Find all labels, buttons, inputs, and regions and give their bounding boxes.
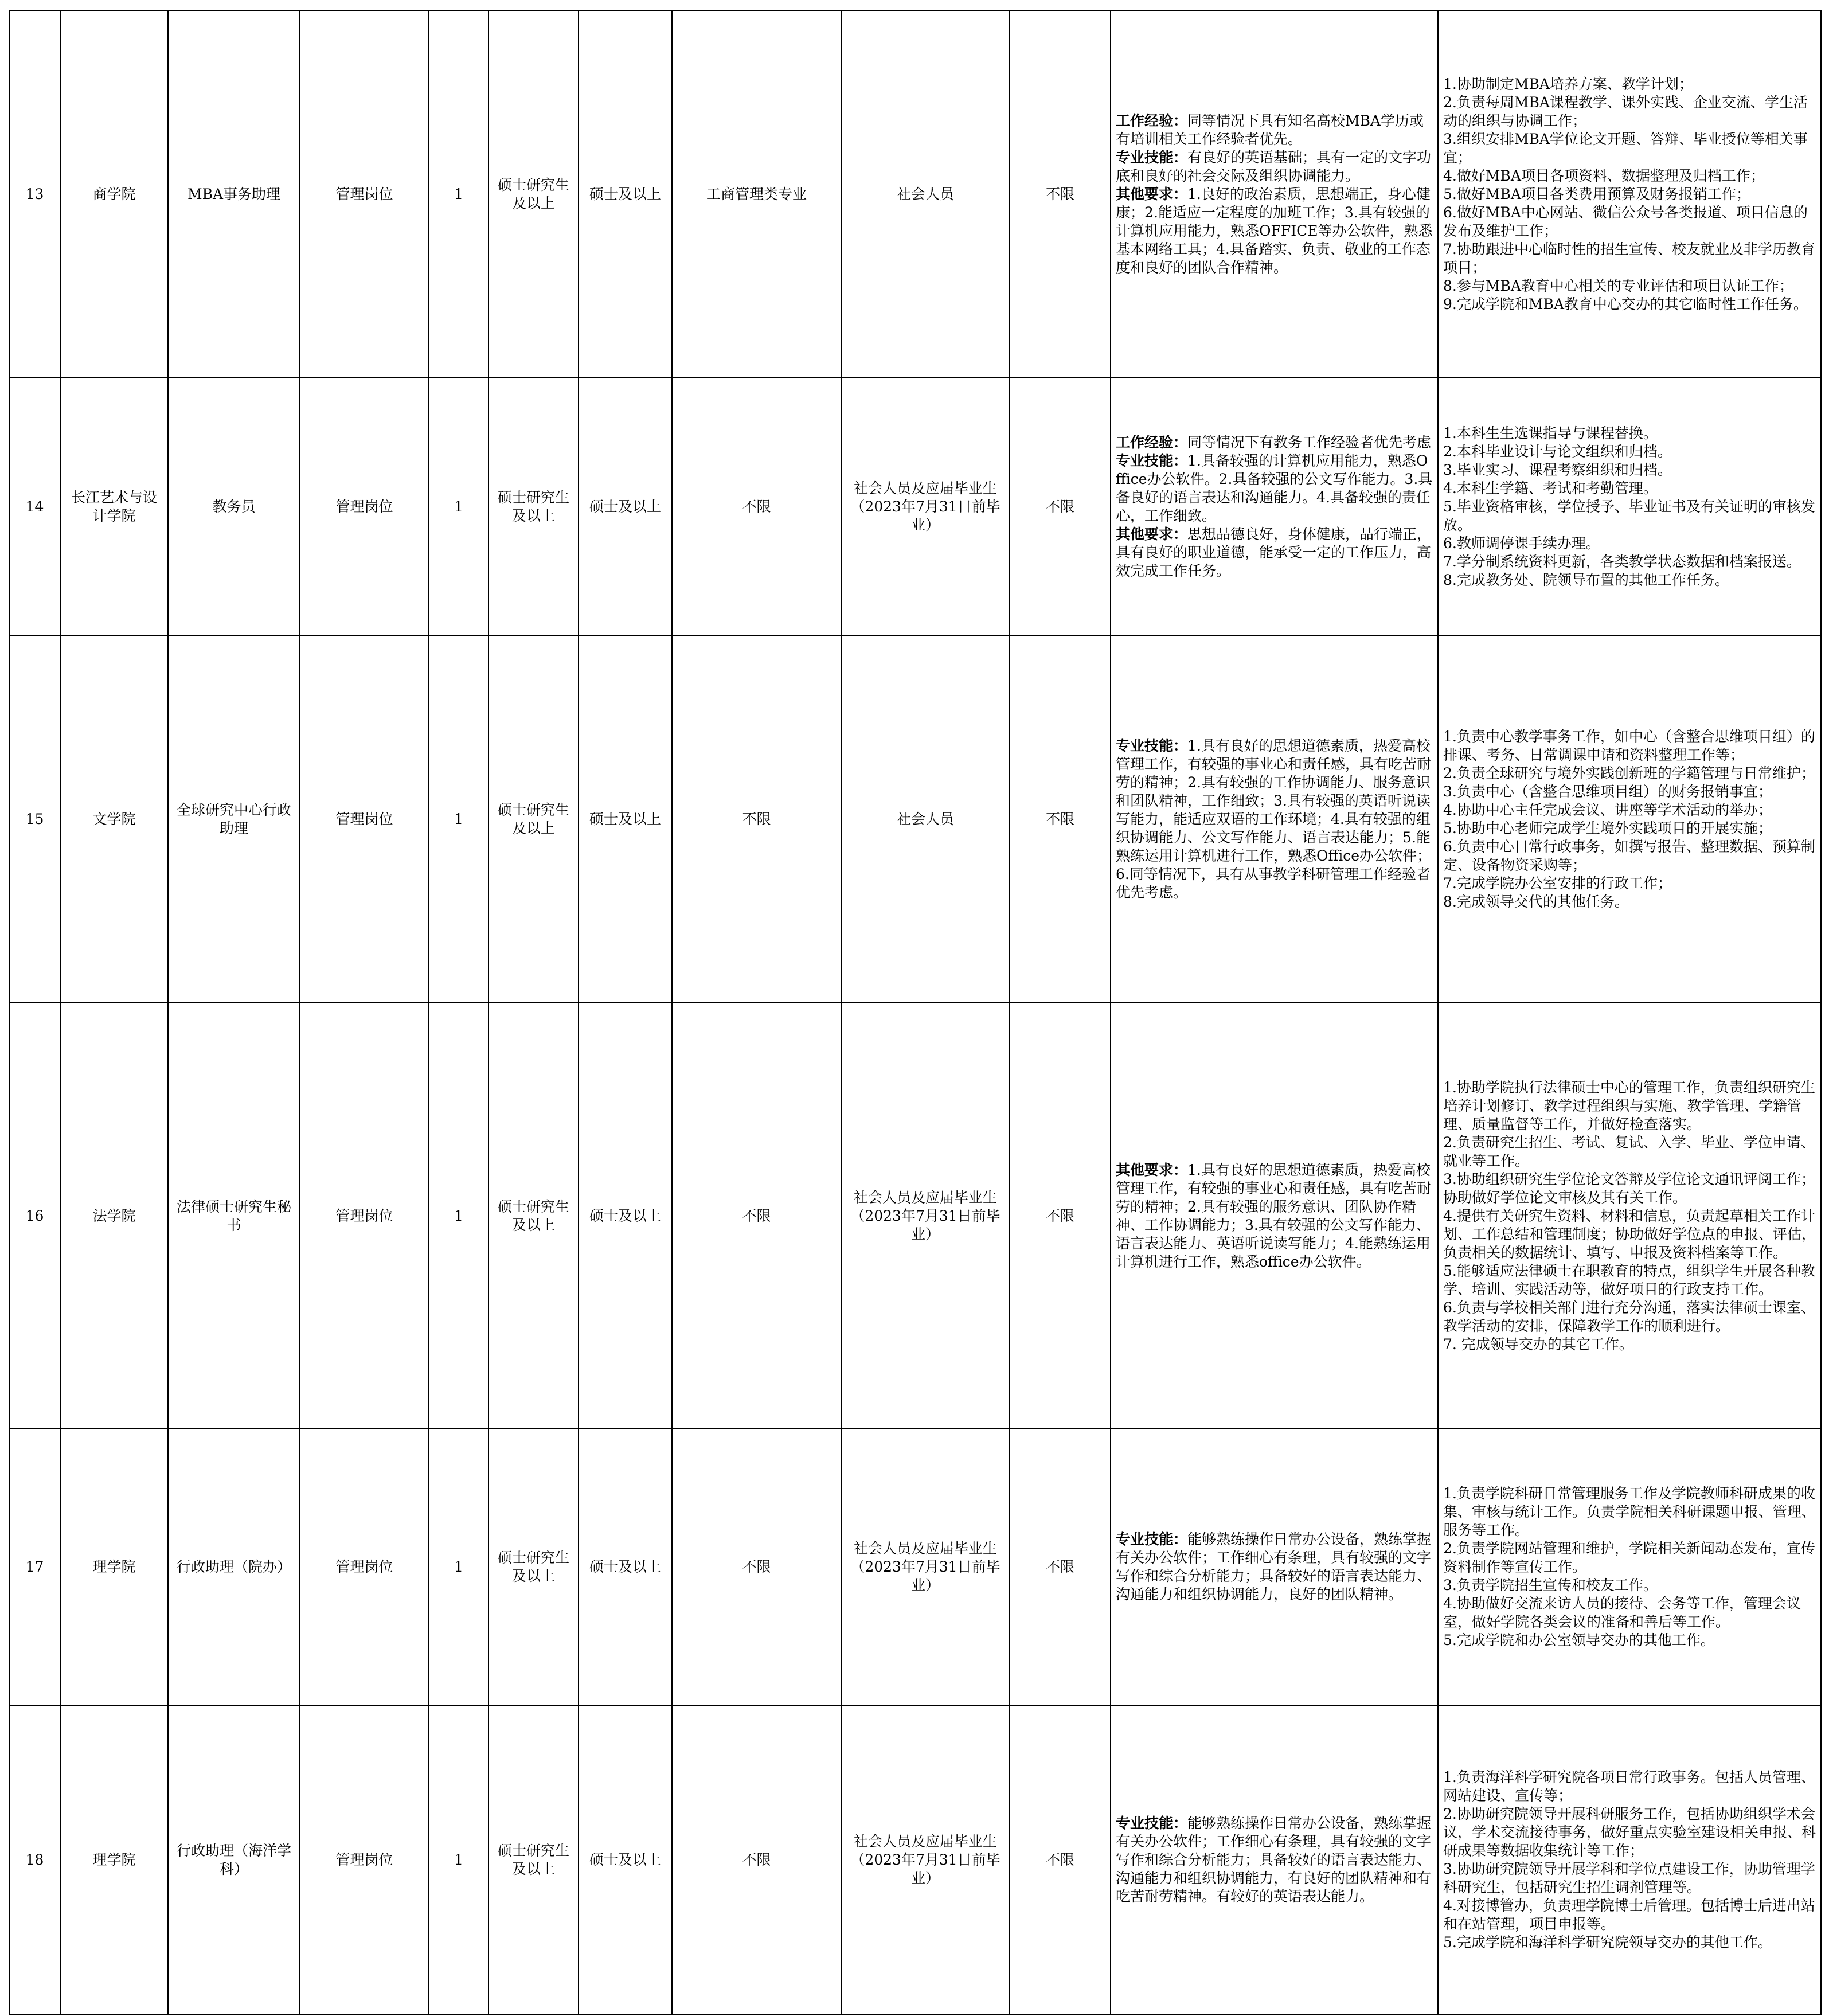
duty-item: 5.完成学院和海洋科学研究院领导交办的其他工作。 (1443, 1933, 1772, 1951)
duty-item: 3.协助组织研究生学位论文答辩及学位论文通讯评阅工作；协助做好学位论文审核及其有关工作。 (1443, 1170, 1815, 1206)
college-cell: 商学院 (60, 11, 168, 378)
duty-item: 3.负责中心（含整合思维项目组）的财务报销事宜； (1443, 783, 1772, 800)
other-cell: 不限 (1010, 378, 1111, 636)
post-type-cell: 管理岗位 (300, 1705, 429, 2014)
requirements-cell (1111, 378, 1438, 636)
other-cell: 不限 (1010, 1003, 1111, 1429)
duty-item: 1.本科生生选课指导与课程替换。 (1443, 425, 1658, 442)
row-number: 17 (9, 1429, 60, 1705)
requirement-text: 能够熟练操作日常办公设备，熟练掌握有关办公软件；工作细心有条理，具有较强的文字写作和综合分析能力；具备较好的语言表达能力、沟通能力和组织协调能力，良好的团队精神。 (1116, 1531, 1432, 1603)
duty-item: 5.完成学院和办公室领导交办的其他工作。 (1443, 1632, 1715, 1648)
major-cell: 工商管理类专业 (672, 11, 841, 378)
post-type-cell: 管理岗位 (300, 11, 429, 378)
major-cell: 不限 (672, 1705, 841, 2014)
post-type-cell: 管理岗位 (300, 1429, 429, 1705)
duty-item: 5.协助中心老师完成学生境外实践项目的开展实施； (1443, 820, 1772, 837)
duty-item: 4.协助做好交流来访人员的接待、会务等工作，管理会议室，做好学院各类会议的准备和善后等工作。 (1443, 1595, 1801, 1630)
duty-item: 4.对接博管办，负责理学院博士后管理。包括博士后进出站和在站管理，项目申报等。 (1443, 1897, 1815, 1932)
education-cell: 硕士研究生及以上 (488, 1429, 579, 1705)
target-group-cell: 社会人员 (841, 11, 1010, 378)
degree-cell: 硕士及以上 (579, 1003, 672, 1429)
requirement-label: 其他要求： (1116, 186, 1188, 202)
duty-item: 9.完成学院和MBA教育中心交办的其它临时性工作任务。 (1443, 296, 1808, 312)
position-cell: 教务员 (168, 378, 300, 636)
position-cell: 法律硕士研究生秘书 (168, 1003, 300, 1429)
duty-item: 1.负责中心教学事务工作，如中心（含整合思维项目组）的排课、考务、日常调课申请和资料整理工作等； (1443, 728, 1815, 763)
requirements-cell (1111, 1705, 1438, 2014)
requirement-text: 同等情况下有教务工作经验者优先考虑 (1187, 434, 1432, 451)
target-group-cell: 社会人员及应届毕业生（2023年7月31日前毕业） (841, 1705, 1010, 2014)
major-cell: 不限 (672, 636, 841, 1003)
requirements-cell (1111, 636, 1438, 1003)
requirement-item (1116, 452, 1433, 525)
duties-cell (1438, 378, 1821, 636)
duty-item: 2.协助研究院领导开展科研服务工作，包括协助组织学术会议，学术交流接待事务，做好重点实验室建设相关申报、科研成果等数据收集统计等工作； (1443, 1805, 1816, 1859)
requirement-text: 能够熟练操作日常办公设备，熟练掌握有关办公软件；工作细心有条理，具有较强的文字写作和综合分析能力；具备较好的语言表达能力、沟通能力和组织协调能力，有良好的团队精神和有吃苦耐劳精神。有较好的英语表达能力。 (1116, 1814, 1432, 1905)
post-type-cell: 管理岗位 (300, 378, 429, 636)
college-cell: 理学院 (60, 1705, 168, 2014)
duties-cell (1438, 1429, 1821, 1705)
duty-item: 3.毕业实习、课程考察组织和归档。 (1443, 462, 1672, 478)
table-row (9, 1705, 1821, 2014)
duty-item: 7.学分制系统资料更新，各类教学状态数据和档案报送。 (1443, 553, 1801, 570)
requirement-item (1116, 149, 1433, 185)
education-cell: 硕士研究生及以上 (488, 636, 579, 1003)
table-row (9, 636, 1821, 1003)
table-body (9, 11, 1821, 2014)
requirement-label: 专业技能： (1116, 1814, 1188, 1831)
major-cell: 不限 (672, 1003, 841, 1429)
duty-item: 6.教师调停课手续办理。 (1443, 535, 1600, 552)
position-cell: MBA事务助理 (168, 11, 300, 378)
other-cell: 不限 (1010, 636, 1111, 1003)
headcount-cell: 1 (429, 378, 488, 636)
requirement-item (1116, 433, 1433, 452)
degree-cell: 硕士及以上 (579, 1429, 672, 1705)
duty-item: 4.提供有关研究生资料、材料和信息，负责起草相关工作计划、工作总结和管理制度；协助做好学位点的申报、评估，负责相关的数据统计、填写、申报及资料档案等工作。 (1443, 1207, 1816, 1261)
duty-item: 2.负责全球研究与境外实践创新班的学籍管理与日常维护； (1443, 765, 1815, 782)
requirement-text: 思想品德良好，身体健康，品行端正，具有良好的职业道德，能承受一定的工作压力，高效完成工作任务。 (1116, 526, 1432, 579)
duty-item: 4.本科生学籍、考试和考勤管理。 (1443, 480, 1658, 497)
requirement-text: 1.具有良好的思想道德素质，热爱高校管理工作，有较强的事业心和责任感，具有吃苦耐劳的精神；2.具有较强的服务意识、团队协作精神、工作协调能力；3.具有较强的公文写作能力、语言表达能力、英语听说读写能力；4.能熟练运用计算机进行工作，熟悉office办公软件。 (1116, 1161, 1432, 1270)
duty-item: 5.毕业资格审核，学位授予、毕业证书及有关证明的审核发放。 (1443, 498, 1815, 533)
row-number: 16 (9, 1003, 60, 1429)
target-group-cell: 社会人员及应届毕业生（2023年7月31日前毕业） (841, 378, 1010, 636)
post-type-cell: 管理岗位 (300, 636, 429, 1003)
major-cell: 不限 (672, 1429, 841, 1705)
position-cell: 全球研究中心行政助理 (168, 636, 300, 1003)
major-cell: 不限 (672, 378, 841, 636)
education-cell: 硕士研究生及以上 (488, 378, 579, 636)
duty-item: 4.做好MBA项目各项资料、数据整理及归档工作； (1443, 167, 1765, 184)
headcount-cell: 1 (429, 636, 488, 1003)
requirement-item (1116, 185, 1433, 277)
requirement-label: 专业技能： (1116, 149, 1188, 166)
target-group-cell: 社会人员及应届毕业生（2023年7月31日前毕业） (841, 1003, 1010, 1429)
duty-item: 2.负责研究生招生、考试、复试、入学、毕业、学位申请、就业等工作。 (1443, 1134, 1815, 1169)
requirement-item (1116, 525, 1433, 580)
duty-item: 3.协助研究院领导开展学科和学位点建设工作，协助管理学科研究生，包括研究生招生调剂管理等。 (1443, 1860, 1815, 1896)
duty-item: 6.负责与学校相关部门进行充分沟通，落实法律硕士课室、教学活动的安排，保障教学工作的顺利进行。 (1443, 1299, 1815, 1334)
duties-cell (1438, 1705, 1821, 2014)
duty-item: 2.本科毕业设计与论文组织和归档。 (1443, 443, 1672, 460)
requirement-item (1116, 112, 1433, 149)
duty-item: 2.负责学院网站管理和维护，学院相关新闻动态发布，宣传资料制作等宣传工作。 (1443, 1540, 1815, 1575)
requirement-text: 1.具有良好的思想道德素质，热爱高校管理工作，有较强的事业心和责任感，具有吃苦耐劳的精神；2.具有较强的工作协调能力、服务意识和团队精神，工作细致；3.具有较强的英语听说读写能力，能适应双语的工作环境；4.具有较强的组织协调能力、公文写作能力、语言表达能力；5.能熟练运用计算机进行工作，熟悉Office办公软件；6.同等情况下，具有从事教学科研管理工作经验者优先考虑。 (1116, 737, 1432, 901)
headcount-cell: 1 (429, 1705, 488, 2014)
requirement-item (1116, 1161, 1433, 1271)
requirement-label: 专业技能： (1116, 452, 1188, 469)
row-number: 15 (9, 636, 60, 1003)
requirement-label: 工作经验： (1116, 112, 1188, 129)
requirement-text: 1.具备较强的计算机应用能力，熟悉Office办公软件。2.具备较强的公文写作能力。3.具备良好的语言表达和沟通能力。4.具备较强的责任心，工作细致。 (1116, 452, 1433, 524)
duty-item: 6.做好MBA中心网站、微信公众号各类报道、项目信息的发布及维护工作； (1443, 204, 1808, 239)
requirements-cell (1111, 11, 1438, 378)
degree-cell: 硕士及以上 (579, 11, 672, 378)
college-cell: 理学院 (60, 1429, 168, 1705)
degree-cell: 硕士及以上 (579, 378, 672, 636)
duty-item: 1.协助学院执行法律硕士中心的管理工作，负责组织研究生培养计划修订、教学过程组织与实施、教学管理、学籍管理、质量监督等工作，并做好检查落实。 (1443, 1079, 1815, 1132)
duty-item: 8.完成教务处、院领导布置的其他工作任务。 (1443, 572, 1729, 588)
requirement-text: 1.良好的政治素质，思想端正，身心健康；2.能适应一定程度的加班工作；3.具有较强的计算机应用能力，熟悉OFFICE等办公软件，熟悉基本网络工具；4.具备踏实、负责、敬业的工作态度和良好的团队合作精神。 (1116, 186, 1433, 276)
duty-item: 1.协助制定MBA培养方案、教学计划； (1443, 76, 1693, 92)
college-cell: 长江艺术与设计学院 (60, 378, 168, 636)
duty-item: 8.参与MBA教育中心相关的专业评估和项目认证工作； (1443, 278, 1793, 294)
post-type-cell: 管理岗位 (300, 1003, 429, 1429)
requirement-label: 其他要求： (1116, 1161, 1188, 1178)
requirement-item (1116, 1530, 1433, 1604)
duty-item: 7. 完成领导交办的其它工作。 (1443, 1335, 1633, 1353)
duty-item: 7.完成学院办公室安排的行政工作； (1443, 875, 1672, 892)
requirements-cell (1111, 1003, 1438, 1429)
headcount-cell: 1 (429, 1003, 488, 1429)
position-cell: 行政助理（院办） (168, 1429, 300, 1705)
college-cell: 文学院 (60, 636, 168, 1003)
requirement-text: 有良好的英语基础；具有一定的文字功底和良好的社会交际及组织协调能力。 (1116, 149, 1432, 184)
duty-item: 5.能够适应法律硕士在职教育的特点，组织学生开展各种教学、培训、实践活动等，做好项目的行政支持工作。 (1443, 1262, 1815, 1298)
headcount-cell: 1 (429, 1429, 488, 1705)
table-row (9, 11, 1821, 378)
requirement-label: 工作经验： (1116, 434, 1188, 451)
duty-item: 1.负责学院科研日常管理服务工作及学院教师科研成果的收集、审核与统计工作。负责学院相关科研课题申报、管理、服务等工作。 (1443, 1485, 1816, 1538)
education-cell: 硕士研究生及以上 (488, 1003, 579, 1429)
duty-item: 4.协助中心主任完成会议、讲座等学术活动的举办； (1443, 802, 1772, 818)
headcount-cell: 1 (429, 11, 488, 378)
requirement-label: 专业技能： (1116, 1531, 1188, 1548)
requirement-label: 其他要求： (1116, 526, 1188, 542)
duties-cell (1438, 636, 1821, 1003)
duty-item: 3.组织安排MBA学位论文开题、答辩、毕业授位等相关事宜； (1443, 131, 1808, 166)
table-row (9, 1003, 1821, 1429)
row-number: 14 (9, 378, 60, 636)
requirement-label: 专业技能： (1116, 737, 1188, 754)
job-table (9, 10, 1822, 2015)
duty-item: 5.做好MBA项目各类费用预算及财务报销工作； (1443, 186, 1750, 202)
target-group-cell: 社会人员及应届毕业生（2023年7月31日前毕业） (841, 1429, 1010, 1705)
degree-cell: 硕士及以上 (579, 636, 672, 1003)
requirement-item (1116, 737, 1433, 902)
other-cell: 不限 (1010, 11, 1111, 378)
degree-cell: 硕士及以上 (579, 1705, 672, 2014)
education-cell: 硕士研究生及以上 (488, 11, 579, 378)
position-cell: 行政助理（海洋学科） (168, 1705, 300, 2014)
duty-item: 1.负责海洋科学研究院各项日常行政事务。包括人员管理、网站建设、宣传等； (1443, 1768, 1815, 1804)
row-number: 18 (9, 1705, 60, 2014)
duties-cell (1438, 11, 1821, 378)
table-row (9, 1429, 1821, 1705)
duty-item: 3.负责学院招生宣传和校友工作。 (1443, 1577, 1658, 1593)
other-cell: 不限 (1010, 1429, 1111, 1705)
duty-item: 7.协助跟进中心临时性的招生宣传、校友就业及非学历教育项目； (1443, 241, 1815, 276)
row-number: 13 (9, 11, 60, 378)
college-cell: 法学院 (60, 1003, 168, 1429)
target-group-cell: 社会人员 (841, 636, 1010, 1003)
table-row (9, 378, 1821, 636)
requirements-cell (1111, 1429, 1438, 1705)
duty-item: 2.负责每周MBA课程教学、课外实践、企业交流、学生活动的组织与协调工作； (1443, 94, 1808, 129)
duties-cell (1438, 1003, 1821, 1429)
other-cell: 不限 (1010, 1705, 1111, 2014)
duty-item: 6.负责中心日常行政事务，如撰写报告、整理数据、预算制定、设备物资采购等； (1443, 838, 1815, 873)
education-cell: 硕士研究生及以上 (488, 1705, 579, 2014)
requirement-item (1116, 1814, 1433, 1906)
requirement-text: 同等情况下具有知名高校MBA学历或有培训相关工作经验者优先。 (1116, 112, 1424, 147)
duty-item: 8.完成领导交代的其他任务。 (1443, 893, 1629, 910)
